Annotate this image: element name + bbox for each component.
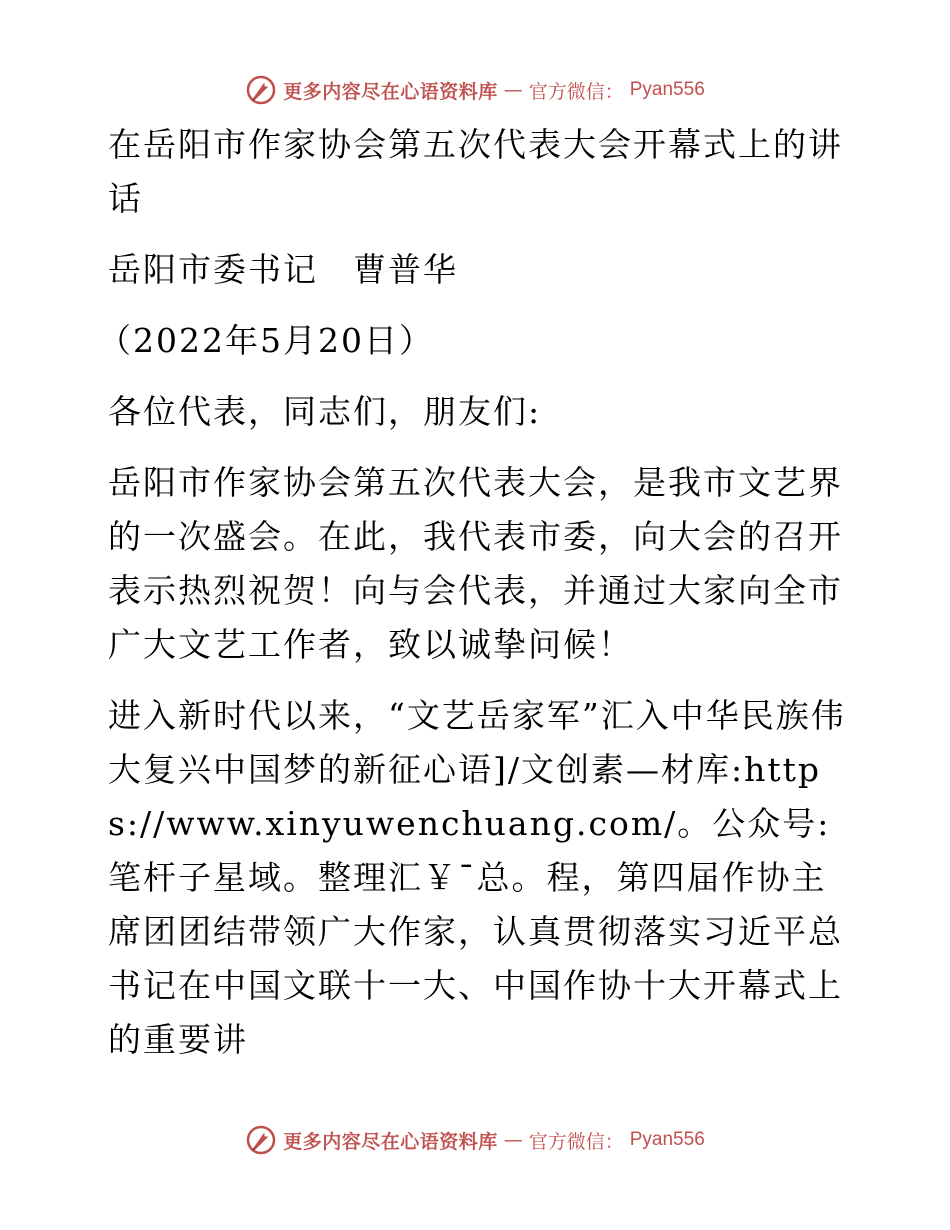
watermark-wechat-id: Pyan556 <box>629 1129 705 1150</box>
document-paragraph: 进入新时代以来，“文艺岳家军”汇入中华民族伟大复兴中国梦的新征心语]/文创素—材库:https://www.xinyuwenchuang.com/。公众号: 笔杆子星域。整理汇￥¯总。程，第四届作协主席团团结带领广大作家，认真贯彻落实习近平总书记在中国文联十一大、中国作协十大开幕式上的重要讲 <box>108 696 846 1059</box>
document-title: 在岳阳市作家协会第五次代表大会开幕式上的讲话 <box>108 125 843 218</box>
document-paragraph: 岳阳市作家协会第五次代表大会，是我市文艺界的一次盛会。在此，我代表市委，向大会的召开表示热烈祝贺！向与会代表，并通过大家向全市广大文艺工作者，致以诚挚问候！ <box>108 463 843 664</box>
watermark-slogan: 更多内容尽在心语资料库 <box>283 80 498 103</box>
pen-nib-logo-icon <box>245 1124 277 1156</box>
document-body <box>98 118 850 1084</box>
header-watermark <box>0 70 950 110</box>
watermark-separator: — <box>503 79 523 101</box>
document-date: （2022年5月20日） <box>98 321 434 360</box>
watermark-separator: — <box>503 1129 523 1151</box>
watermark-wechat-id: Pyan556 <box>629 79 705 100</box>
footer-watermark <box>0 1120 950 1160</box>
watermark-wechat-label: 官方微信： <box>528 80 624 103</box>
watermark-wechat-label: 官方微信： <box>528 1130 624 1153</box>
pen-nib-logo-icon <box>245 74 277 106</box>
watermark-slogan: 更多内容尽在心语资料库 <box>283 1130 498 1153</box>
document-author: 岳阳市委书记 曹普华 <box>108 250 458 289</box>
document-salutation: 各位代表，同志们，朋友们: <box>108 392 542 431</box>
